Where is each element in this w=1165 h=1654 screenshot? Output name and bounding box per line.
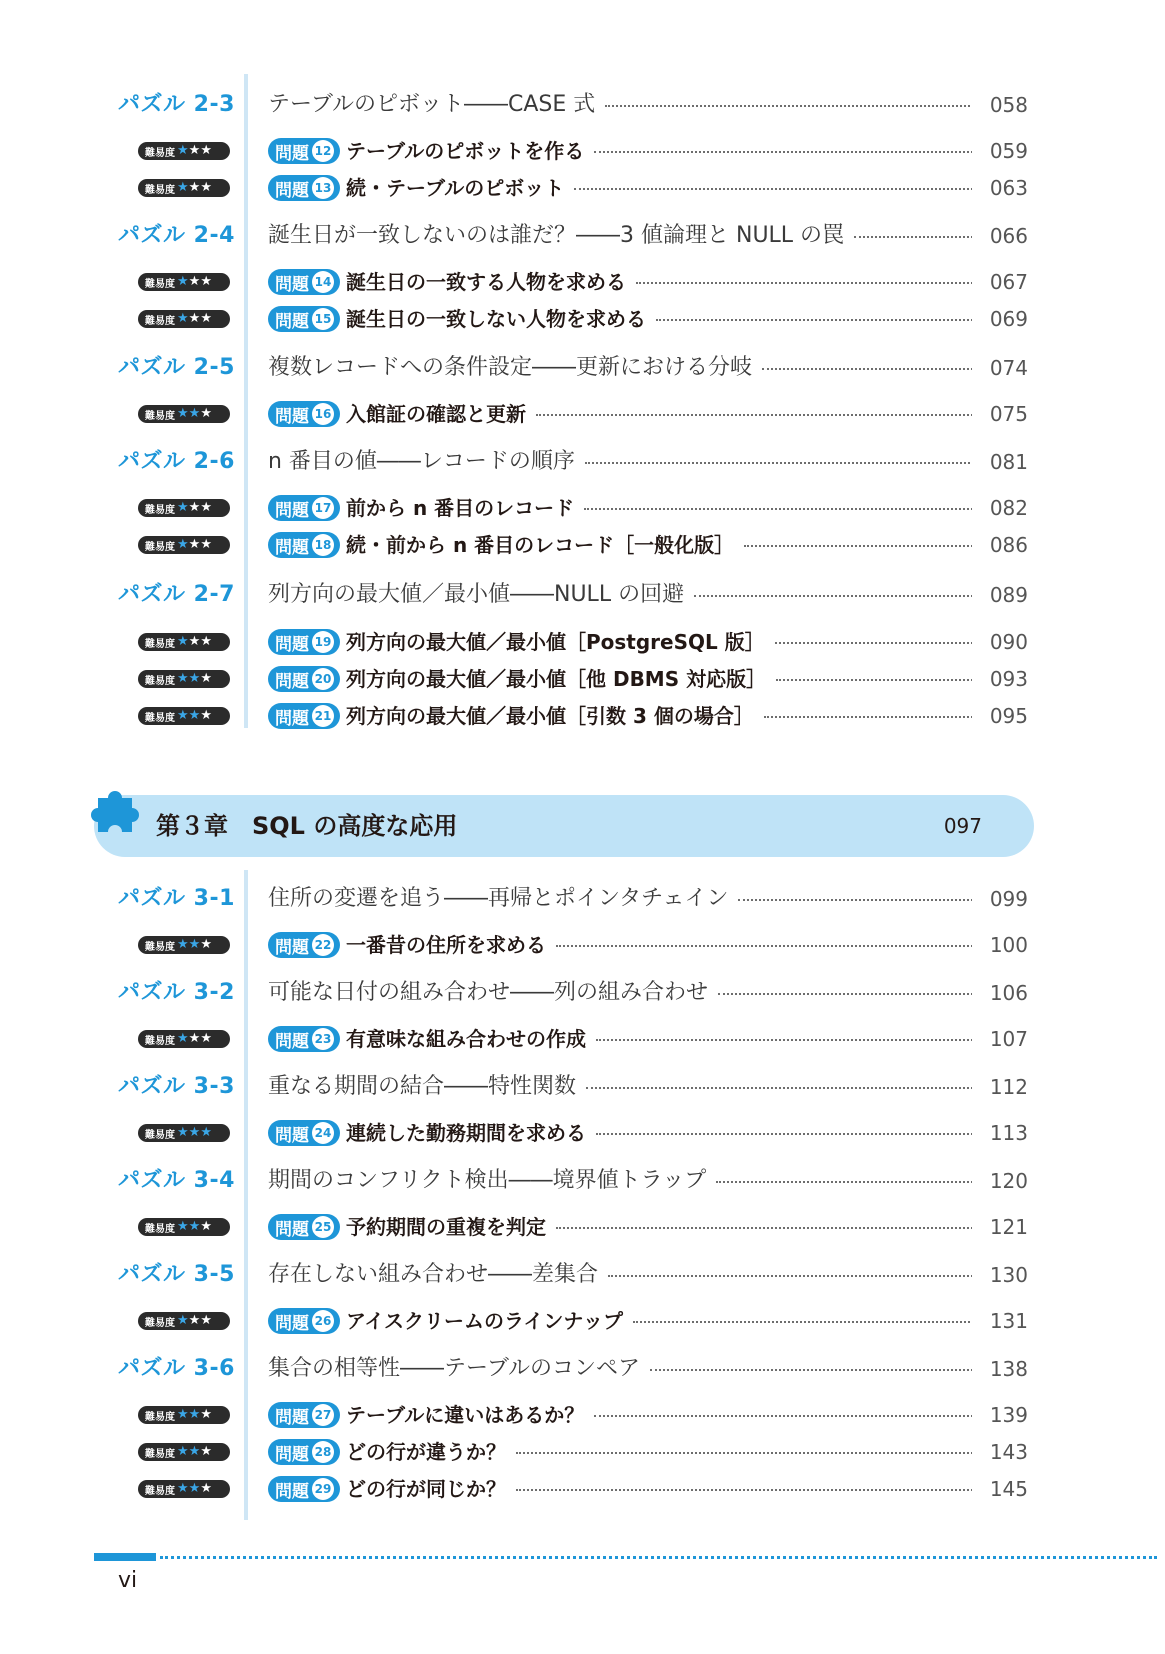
puzzle-label: パズル 2-4: [118, 223, 235, 248]
question-label: 問題: [275, 937, 309, 958]
puzzle-title: 誕生日が一致しないのは誰だ？――3 値論理と NULL の罠: [268, 218, 852, 254]
star-icon: ★: [177, 1313, 189, 1328]
toc-puzzle-row: [0, 975, 1165, 1011]
star-icon: ★: [177, 634, 189, 649]
star-icon: ★: [177, 708, 189, 723]
puzzle-label: パズル 3-5: [118, 1262, 235, 1287]
star-icon: ★: [200, 537, 212, 552]
chapter-heading: [94, 795, 1034, 857]
page-number-ref: 082: [972, 490, 1028, 526]
toc-question-row: [0, 490, 1165, 526]
leader-dots: [764, 716, 985, 718]
toc-question-row: [0, 1303, 1165, 1339]
page-number-ref: 130: [972, 1257, 1028, 1293]
toc-question-row: [0, 661, 1165, 697]
star-icon: ★: [200, 311, 212, 326]
star-icon: ★: [188, 1219, 201, 1234]
leader-dots: [594, 1415, 985, 1417]
leader-dots: [650, 1369, 985, 1371]
question-label: 問題: [275, 537, 309, 558]
star-icon: ★: [188, 708, 201, 723]
toc-puzzle-row: [0, 1163, 1165, 1199]
page-number-ref: 058: [972, 87, 1028, 123]
toc-question-row: [0, 1397, 1165, 1433]
toc-question-row: [0, 301, 1165, 337]
question-number: 23: [312, 1028, 334, 1050]
star-icon: ★: [200, 500, 212, 515]
difficulty-label: 難易度: [145, 410, 175, 422]
star-icon: ★: [188, 274, 201, 289]
question-number: 29: [312, 1478, 334, 1500]
question-title: 連続した勤務期間を求める: [346, 1115, 594, 1151]
question-label: 問題: [275, 1219, 309, 1240]
difficulty-label: 難易度: [145, 315, 175, 327]
question-title: 列方向の最大値／最小値［PostgreSQL 版］: [346, 624, 773, 660]
star-icon: ★: [188, 937, 201, 952]
question-title: 入館証の確認と更新: [346, 396, 534, 432]
leader-dots: [738, 899, 985, 901]
difficulty-label: 難易度: [145, 941, 175, 953]
difficulty-badge: [138, 633, 230, 651]
question-label: 問題: [275, 1031, 309, 1052]
question-badge: [268, 629, 340, 655]
difficulty-badge: [138, 1406, 230, 1424]
star-icon: ★: [188, 537, 201, 552]
difficulty-badge: [138, 1312, 230, 1330]
leader-dots: [556, 945, 985, 947]
question-badge: [268, 1214, 340, 1240]
question-title: 列方向の最大値／最小値［他 DBMS 対応版］: [346, 661, 774, 697]
question-badge: [268, 1308, 340, 1334]
question-title: アイスクリームのラインナップ: [346, 1303, 631, 1339]
chapter-page: 097: [943, 814, 982, 838]
leader-dots: [633, 1321, 985, 1323]
leader-dots: [718, 993, 985, 995]
leader-dots: [536, 414, 985, 416]
question-title: 一番昔の住所を求める: [346, 927, 554, 963]
difficulty-badge: [138, 310, 230, 328]
leader-dots: [585, 462, 985, 464]
star-icon: ★: [177, 1481, 189, 1496]
puzzle-label: パズル 2-5: [118, 355, 235, 380]
difficulty-badge: [138, 1480, 230, 1498]
page-number-ref: 113: [972, 1115, 1028, 1151]
question-badge: [268, 932, 340, 958]
difficulty-label: 難易度: [145, 1317, 175, 1329]
star-icon: ★: [177, 311, 189, 326]
page-number-ref: 107: [972, 1021, 1028, 1057]
star-icon: ★: [200, 1031, 212, 1046]
question-number: 25: [312, 1216, 334, 1238]
page-number-ref: 139: [972, 1397, 1028, 1433]
toc-question-row: [0, 1115, 1165, 1151]
star-icon: ★: [177, 143, 189, 158]
star-icon: ★: [188, 180, 201, 195]
puzzle-title: 期間のコンフリクト検出――境界値トラップ: [268, 1163, 714, 1199]
page-number-ref: 090: [972, 624, 1028, 660]
page-number-ref: 121: [972, 1209, 1028, 1245]
star-icon: ★: [188, 1031, 201, 1046]
difficulty-badge: [138, 142, 230, 160]
question-label: 問題: [275, 406, 309, 427]
star-icon: ★: [188, 1313, 201, 1328]
difficulty-badge: [138, 1030, 230, 1048]
puzzle-title: 列方向の最大値／最小値――NULL の回避: [268, 577, 692, 613]
question-title: どの行が同じか？: [346, 1471, 514, 1507]
toc-puzzle-row: [0, 218, 1165, 254]
leader-dots: [694, 595, 985, 597]
puzzle-title: 可能な日付の組み合わせ――列の組み合わせ: [268, 975, 716, 1011]
puzzle-title: 住所の変遷を追う――再帰とポインタチェイン: [268, 881, 736, 917]
star-icon: ★: [200, 634, 212, 649]
leader-dots: [586, 1087, 985, 1089]
star-icon: ★: [188, 634, 201, 649]
leader-dots: [584, 508, 985, 510]
question-number: 14: [312, 271, 334, 293]
puzzle-title: 複数レコードへの条件設定――更新における分岐: [268, 350, 760, 386]
question-label: 問題: [275, 708, 309, 729]
star-icon: ★: [177, 671, 189, 686]
question-label: 問題: [275, 274, 309, 295]
question-number: 15: [312, 308, 334, 330]
difficulty-badge: [138, 405, 230, 423]
question-label: 問題: [275, 500, 309, 521]
toc-question-row: [0, 927, 1165, 963]
question-number: 16: [312, 403, 334, 425]
star-icon: ★: [177, 937, 189, 952]
toc-puzzle-row: [0, 881, 1165, 917]
toc-question-row: [0, 133, 1165, 169]
puzzle-label: パズル 2-7: [118, 582, 235, 607]
star-icon: ★: [200, 143, 212, 158]
star-icon: ★: [188, 1481, 201, 1496]
toc-question-row: [0, 1209, 1165, 1245]
difficulty-badge: [138, 1218, 230, 1236]
difficulty-label: 難易度: [145, 1485, 175, 1497]
star-icon: ★: [177, 1125, 189, 1140]
toc-puzzle-row: [0, 444, 1165, 480]
question-number: 28: [312, 1441, 334, 1463]
difficulty-label: 難易度: [145, 1448, 175, 1460]
difficulty-label: 難易度: [145, 1223, 175, 1235]
puzzle-label: パズル 3-3: [118, 1074, 235, 1099]
leader-dots: [596, 1039, 985, 1041]
question-number: 17: [312, 497, 334, 519]
puzzle-title: 存在しない組み合わせ――差集合: [268, 1257, 606, 1293]
question-label: 問題: [275, 634, 309, 655]
question-title: テーブルに違いはあるか？: [346, 1397, 592, 1433]
question-title: どの行が違うか？: [346, 1434, 514, 1470]
page-number-ref: 138: [972, 1351, 1028, 1387]
puzzle-title: 重なる期間の結合――特性関数: [268, 1069, 584, 1105]
leader-dots: [775, 642, 985, 644]
difficulty-label: 難易度: [145, 504, 175, 516]
page-number-ref: 093: [972, 661, 1028, 697]
page-number: vi: [118, 1568, 138, 1593]
star-icon: ★: [188, 500, 201, 515]
question-title: 予約期間の重複を判定: [346, 1209, 554, 1245]
puzzle-label: パズル 3-6: [118, 1356, 235, 1381]
star-icon: ★: [188, 143, 201, 158]
question-title: 続・テーブルのピボット: [346, 170, 572, 206]
star-icon: ★: [200, 1444, 212, 1459]
question-badge: [268, 703, 340, 729]
toc-question-row: [0, 624, 1165, 660]
difficulty-label: 難易度: [145, 541, 175, 553]
question-label: 問題: [275, 671, 309, 692]
question-title: 誕生日の一致しない人物を求める: [346, 301, 654, 337]
star-icon: ★: [200, 406, 212, 421]
puzzle-piece-icon: [82, 778, 152, 848]
page-number-ref: 095: [972, 698, 1028, 734]
difficulty-label: 難易度: [145, 147, 175, 159]
leader-dots: [574, 188, 985, 190]
page-number-ref: 067: [972, 264, 1028, 300]
page-number-ref: 145: [972, 1471, 1028, 1507]
question-badge: [268, 401, 340, 427]
star-icon: ★: [200, 671, 212, 686]
star-icon: ★: [177, 500, 189, 515]
page-number-ref: 081: [972, 444, 1028, 480]
question-label: 問題: [275, 1444, 309, 1465]
page-number-ref: 063: [972, 170, 1028, 206]
question-title: 列方向の最大値／最小値［引数 3 個の場合］: [346, 698, 762, 734]
star-icon: ★: [177, 1031, 189, 1046]
page-number-ref: 131: [972, 1303, 1028, 1339]
question-title: テーブルのピボットを作る: [346, 133, 592, 169]
star-icon: ★: [177, 537, 189, 552]
leader-dots: [656, 319, 985, 321]
star-icon: ★: [200, 1313, 212, 1328]
question-badge: [268, 1402, 340, 1428]
page-number-ref: 120: [972, 1163, 1028, 1199]
puzzle-label: パズル 2-3: [118, 92, 235, 117]
page-number-ref: 075: [972, 396, 1028, 432]
star-icon: ★: [200, 1219, 212, 1234]
question-badge: [268, 306, 340, 332]
difficulty-badge: [138, 1443, 230, 1461]
question-label: 問題: [275, 311, 309, 332]
toc-puzzle-row: [0, 1257, 1165, 1293]
question-number: 24: [312, 1122, 334, 1144]
question-number: 19: [312, 631, 334, 653]
star-icon: ★: [188, 406, 201, 421]
toc-question-row: [0, 1471, 1165, 1507]
question-number: 22: [312, 934, 334, 956]
page-number-ref: 089: [972, 577, 1028, 613]
question-badge: [268, 1026, 340, 1052]
leader-dots: [636, 282, 985, 284]
puzzle-label: パズル 3-2: [118, 980, 235, 1005]
question-badge: [268, 666, 340, 692]
difficulty-label: 難易度: [145, 1035, 175, 1047]
question-badge: [268, 1476, 340, 1502]
star-icon: ★: [188, 311, 201, 326]
difficulty-label: 難易度: [145, 1129, 175, 1141]
star-icon: ★: [200, 180, 212, 195]
question-number: 21: [312, 705, 334, 727]
difficulty-badge: [138, 1124, 230, 1142]
leader-dots: [516, 1489, 985, 1491]
star-icon: ★: [200, 1407, 212, 1422]
difficulty-label: 難易度: [145, 712, 175, 724]
toc-puzzle-row: [0, 1069, 1165, 1105]
toc-puzzle-row: [0, 1351, 1165, 1387]
question-number: 13: [312, 177, 334, 199]
toc-puzzle-row: [0, 350, 1165, 386]
toc-question-row: [0, 396, 1165, 432]
difficulty-badge: [138, 670, 230, 688]
leader-dots: [762, 368, 985, 370]
star-icon: ★: [177, 1444, 189, 1459]
question-label: 問題: [275, 1481, 309, 1502]
question-label: 問題: [275, 1125, 309, 1146]
difficulty-label: 難易度: [145, 638, 175, 650]
difficulty-label: 難易度: [145, 184, 175, 196]
puzzle-title: n 番目の値――レコードの順序: [268, 444, 583, 480]
leader-dots: [594, 151, 985, 153]
question-label: 問題: [275, 180, 309, 201]
puzzle-label: パズル 2-6: [118, 449, 235, 474]
leader-dots: [776, 679, 985, 681]
star-icon: ★: [188, 1444, 201, 1459]
difficulty-badge: [138, 936, 230, 954]
toc-question-row: [0, 1021, 1165, 1057]
leader-dots: [605, 105, 985, 107]
difficulty-label: 難易度: [145, 278, 175, 290]
toc-question-row: [0, 264, 1165, 300]
leader-dots: [608, 1275, 985, 1277]
star-icon: ★: [200, 1125, 212, 1140]
page-number-ref: 066: [972, 218, 1028, 254]
leader-dots: [744, 545, 985, 547]
toc-puzzle-row: [0, 87, 1165, 123]
question-title: 誕生日の一致する人物を求める: [346, 264, 634, 300]
question-number: 18: [312, 534, 334, 556]
star-icon: ★: [200, 708, 212, 723]
question-badge: [268, 495, 340, 521]
star-icon: ★: [200, 937, 212, 952]
leader-dots: [596, 1133, 985, 1135]
difficulty-badge: [138, 273, 230, 291]
star-icon: ★: [177, 180, 189, 195]
question-badge: [268, 1439, 340, 1465]
toc-question-row: [0, 698, 1165, 734]
question-badge: [268, 532, 340, 558]
star-icon: ★: [200, 274, 212, 289]
chapter-title: 第３章 SQL の高度な応用: [156, 812, 458, 840]
question-title: 有意味な組み合わせの作成: [346, 1021, 594, 1057]
star-icon: ★: [188, 671, 201, 686]
star-icon: ★: [177, 1407, 189, 1422]
question-number: 26: [312, 1310, 334, 1332]
question-badge: [268, 269, 340, 295]
question-badge: [268, 1120, 340, 1146]
puzzle-title: テーブルのピボット――CASE 式: [268, 87, 603, 123]
question-title: 続・前から n 番目のレコード［一般化版］: [346, 527, 742, 563]
toc-puzzle-row: [0, 577, 1165, 613]
leader-dots: [516, 1452, 985, 1454]
toc-question-row: [0, 170, 1165, 206]
difficulty-badge: [138, 536, 230, 554]
toc-question-row: [0, 527, 1165, 563]
question-label: 問題: [275, 1313, 309, 1334]
footer-rule: [94, 1553, 156, 1561]
difficulty-label: 難易度: [145, 675, 175, 687]
leader-dots: [556, 1227, 985, 1229]
page-number-ref: 069: [972, 301, 1028, 337]
puzzle-label: パズル 3-4: [118, 1168, 235, 1193]
page-number-ref: 100: [972, 927, 1028, 963]
page-number-ref: 086: [972, 527, 1028, 563]
star-icon: ★: [177, 406, 189, 421]
difficulty-badge: [138, 179, 230, 197]
question-number: 20: [312, 668, 334, 690]
star-icon: ★: [200, 1481, 212, 1496]
question-badge: [268, 175, 340, 201]
puzzle-title: 集合の相等性――テーブルのコンペア: [268, 1351, 648, 1387]
leader-dots: [716, 1181, 985, 1183]
toc-question-row: [0, 1434, 1165, 1470]
page-number-ref: 099: [972, 881, 1028, 917]
page-number-ref: 143: [972, 1434, 1028, 1470]
question-number: 27: [312, 1404, 334, 1426]
question-label: 問題: [275, 1407, 309, 1428]
star-icon: ★: [188, 1407, 201, 1422]
star-icon: ★: [177, 274, 189, 289]
footer-dotted-rule: [160, 1556, 1157, 1559]
question-number: 12: [312, 140, 334, 162]
question-badge: [268, 138, 340, 164]
page-number-ref: 106: [972, 975, 1028, 1011]
star-icon: ★: [177, 1219, 189, 1234]
difficulty-label: 難易度: [145, 1411, 175, 1423]
page-number-ref: 112: [972, 1069, 1028, 1105]
difficulty-badge: [138, 707, 230, 725]
page-number-ref: 059: [972, 133, 1028, 169]
difficulty-badge: [138, 499, 230, 517]
star-icon: ★: [188, 1125, 201, 1140]
question-title: 前から n 番目のレコード: [346, 490, 582, 526]
puzzle-label: パズル 3-1: [118, 886, 235, 911]
leader-dots: [854, 236, 985, 238]
page-number-ref: 074: [972, 350, 1028, 386]
question-label: 問題: [275, 143, 309, 164]
